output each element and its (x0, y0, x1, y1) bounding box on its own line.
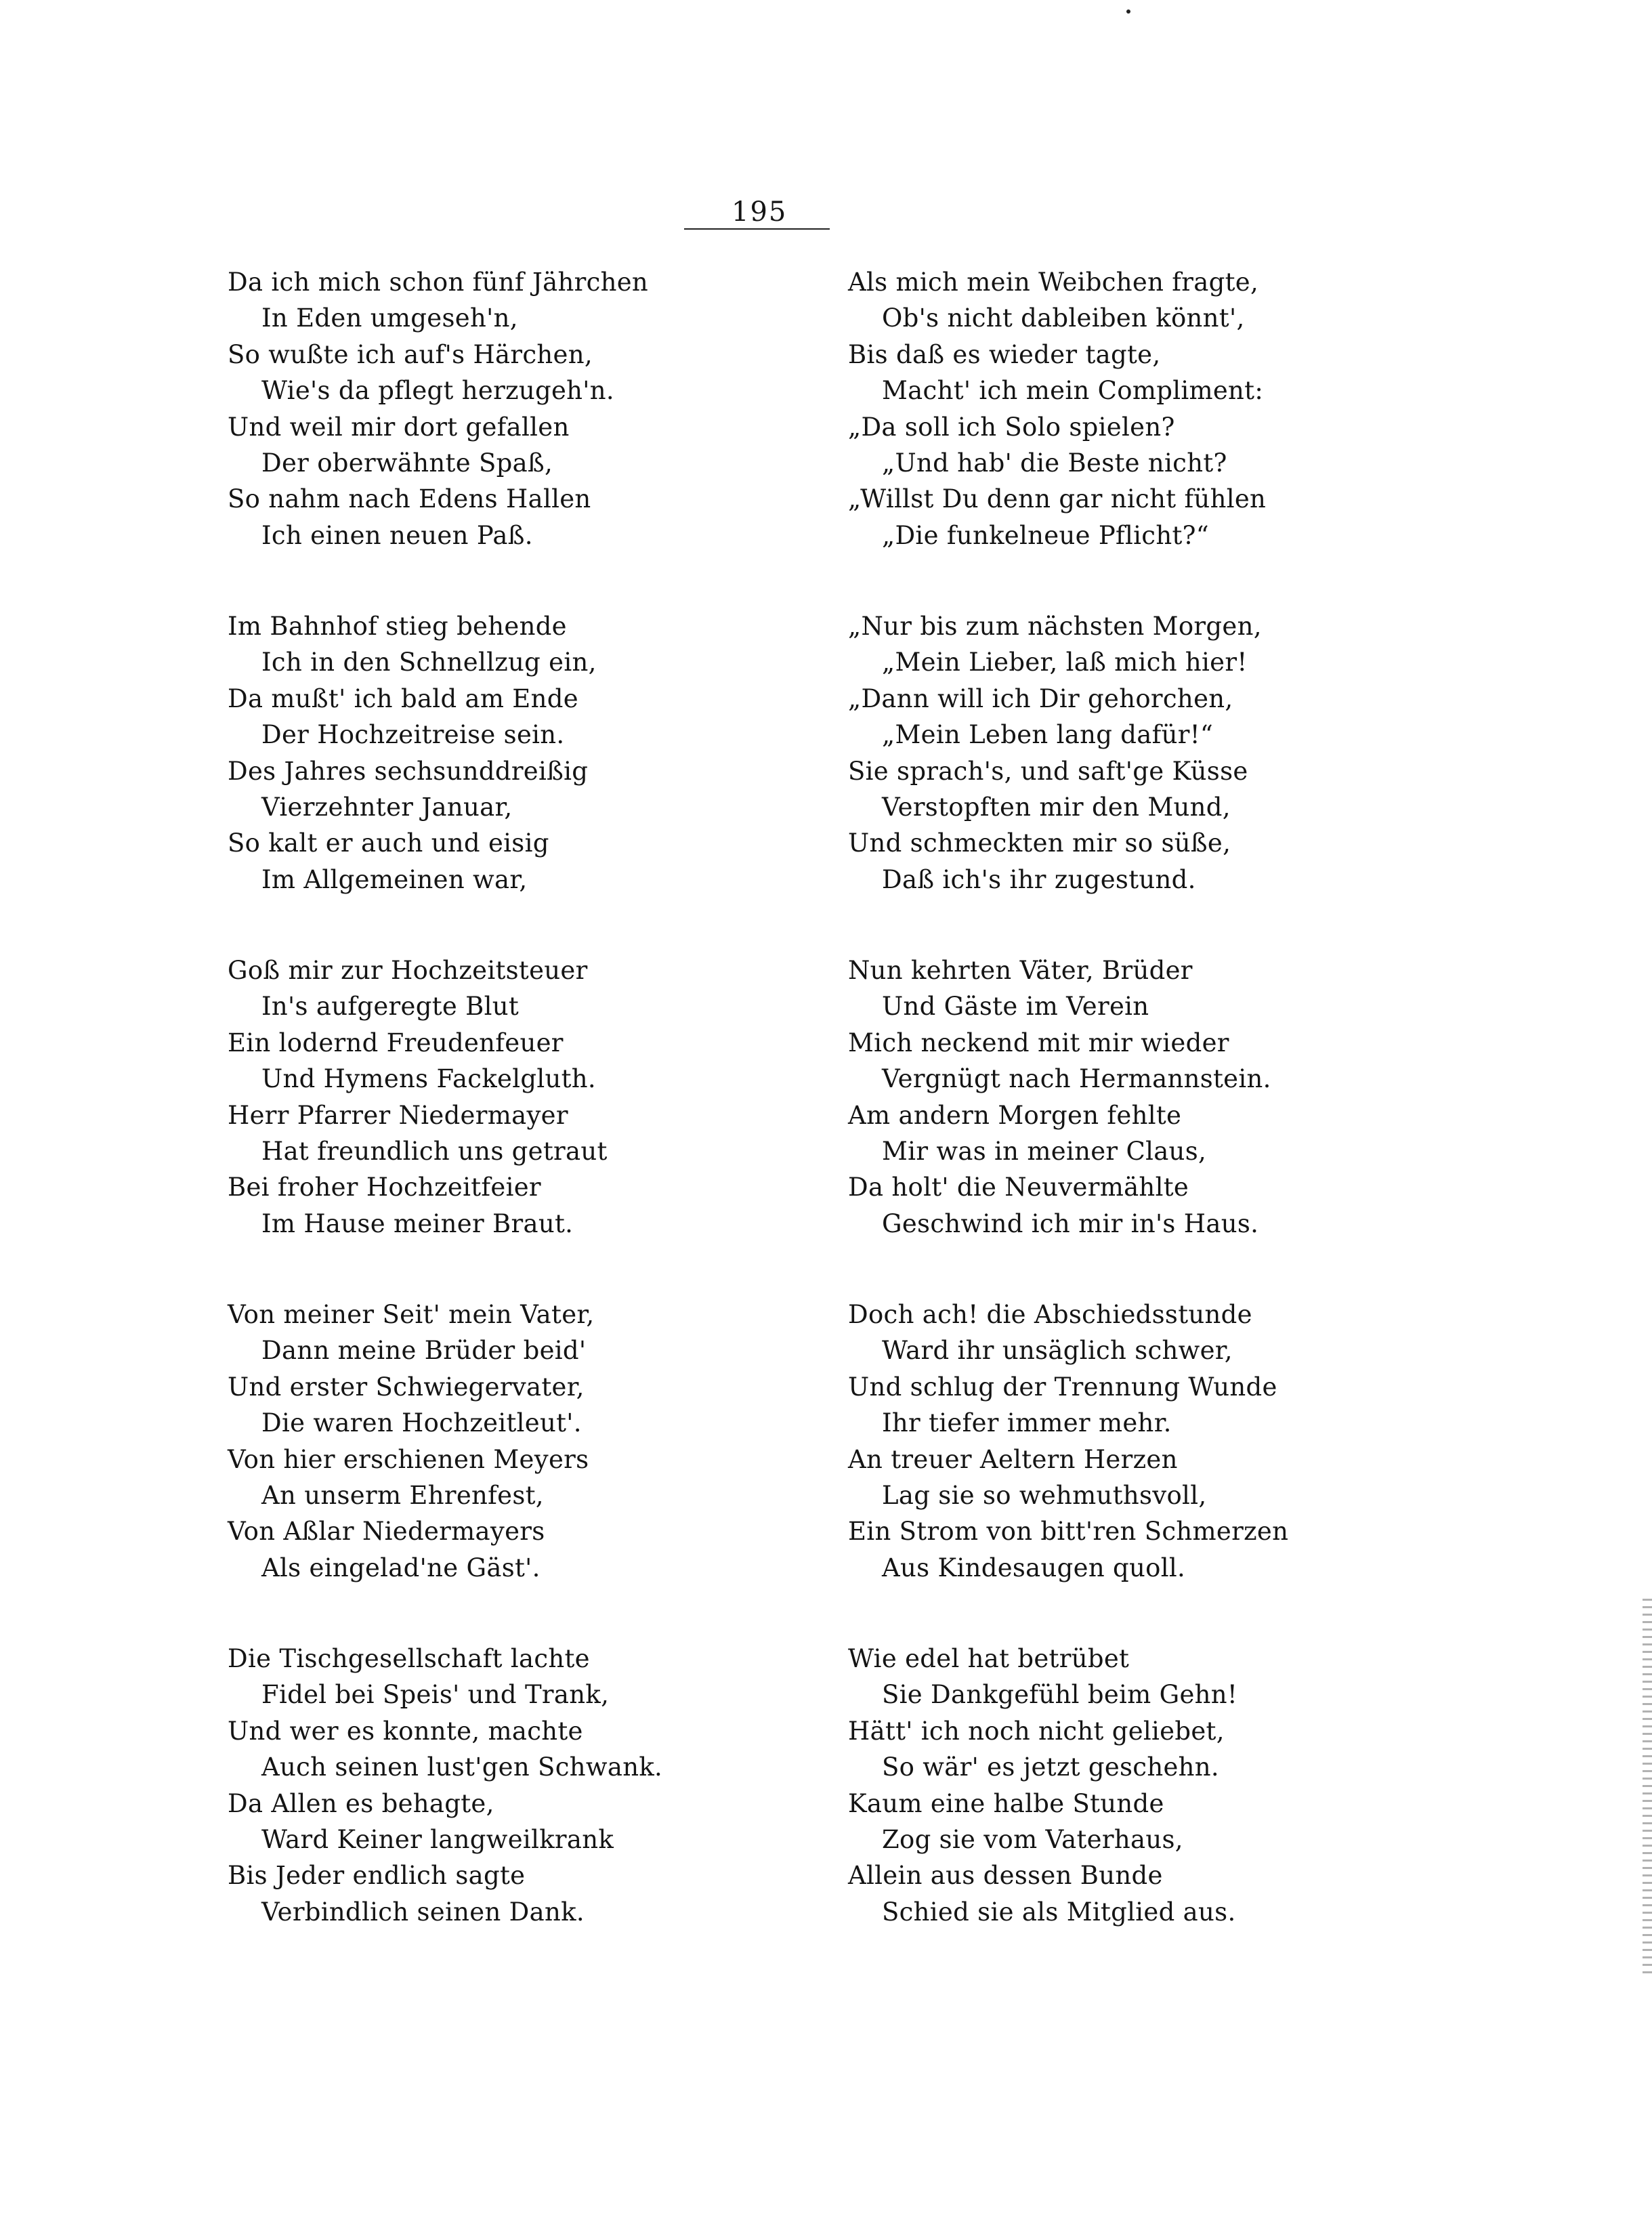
verse-line: Ein lodernd Freudenfeuer (228, 1028, 564, 1057)
verse-line: „Willst Du denn gar nicht fühlen (848, 484, 1267, 514)
verse-line: Des Jahres sechsunddreißig (228, 756, 589, 786)
verse-line: Und schlug der Trennung Wunde (848, 1372, 1277, 1402)
verse-line: Und Hymens Fackelgluth. (261, 1064, 596, 1094)
verse-line: Die waren Hochzeitleut'. (261, 1408, 582, 1438)
stanza (848, 1641, 1458, 1985)
page-number-rule (684, 228, 830, 230)
verse-line: So kalt er auch und eisig (228, 828, 549, 858)
right-column (848, 264, 1458, 1985)
verse-line: Nun kehrten Väter, Brüder (848, 956, 1193, 985)
verse-line: Als mich mein Weibchen fragte, (848, 268, 1259, 297)
verse-line: Herr Pfarrer Niedermayer (228, 1100, 568, 1130)
verse-line: In Eden umgeseh'n, (261, 303, 518, 333)
verse-line: Mich neckend mit mir wieder (848, 1028, 1229, 1057)
verse-line: Fidel bei Speis' und Trank, (261, 1680, 610, 1710)
verse-line: Bei froher Hochzeitfeier (228, 1173, 541, 1202)
verse-line: Verbindlich seinen Dank. (261, 1897, 585, 1927)
verse-line: Goß mir zur Hochzeitsteuer (228, 956, 588, 985)
ink-speck (1126, 9, 1130, 14)
verse-line: Hätt' ich noch nicht geliebet, (848, 1716, 1225, 1746)
verse-line: Zog sie vom Vaterhaus, (882, 1824, 1183, 1854)
verse-line: „Dann will ich Dir gehorchen, (848, 684, 1233, 713)
verse-line: „Da soll ich Solo spielen? (848, 412, 1175, 442)
verse-line: Lag sie so wehmuthsvoll, (882, 1480, 1207, 1510)
verse-line: Sie Dankgefühl beim Gehn! (882, 1680, 1238, 1710)
verse-line: Und schmeckten mir so süße, (848, 828, 1231, 858)
verse-line: Hat freundlich uns getraut (261, 1136, 608, 1166)
verse-line: Und weil mir dort gefallen (228, 412, 570, 442)
verse-line: Ich in den Schnellzug ein, (261, 648, 597, 677)
verse-line: Ein Strom von bitt'ren Schmerzen (848, 1517, 1289, 1547)
verse-line: Da ich mich schon fünf Jährchen (228, 268, 649, 297)
verse-line: Dann meine Brüder beid' (261, 1336, 587, 1366)
verse-line: Ward Keiner langweilkrank (261, 1824, 614, 1854)
verse-line: Bis Jeder endlich sagte (228, 1861, 526, 1891)
verse-line: Vierzehnter Januar, (261, 792, 513, 822)
verse-line: An treuer Aeltern Herzen (848, 1444, 1178, 1474)
stanza (228, 264, 837, 608)
verse-line: Und wer es konnte, machte (228, 1716, 583, 1746)
stanza (228, 1297, 837, 1641)
verse-line: In's aufgeregte Blut (261, 992, 520, 1022)
verse-line: An unserm Ehrenfest, (261, 1480, 544, 1510)
verse-line: Da Allen es behagte, (228, 1788, 494, 1818)
verse-line: Von hier erschienen Meyers (228, 1444, 589, 1474)
verse-line: Da mußt' ich bald am Ende (228, 684, 578, 713)
verse-line: Auch seinen lust'gen Schwank. (261, 1752, 663, 1782)
verse-line: „Mein Leben lang dafür!“ (882, 720, 1214, 750)
verse-line: Schied sie als Mitglied aus. (882, 1897, 1236, 1927)
verse-line: „Nur bis zum nächsten Morgen, (848, 612, 1262, 641)
verse-line: Von Aßlar Niedermayers (228, 1517, 545, 1547)
stanza (848, 608, 1458, 952)
verse-line: Doch ach! die Abschiedsstunde (848, 1300, 1252, 1329)
stanza (228, 1641, 837, 1985)
verse-line: So nahm nach Edens Hallen (228, 484, 591, 514)
verse-line: Aus Kindesaugen quoll. (882, 1553, 1186, 1582)
verse-line: Der oberwähnte Spaß, (261, 448, 553, 478)
verse-line: „Die funkelneue Pflicht?“ (882, 520, 1209, 550)
stanza (228, 952, 837, 1297)
verse-line: Bis daß es wieder tagte, (848, 339, 1161, 369)
verse-line: Im Allgemeinen war, (261, 864, 528, 894)
verse-line: Im Hause meiner Braut. (261, 1209, 574, 1238)
verse-line: Ich einen neuen Paß. (261, 520, 533, 550)
verse-line: Kaum eine halbe Stunde (848, 1788, 1164, 1818)
left-column (228, 264, 837, 1985)
verse-line: Und Gäste im Verein (882, 992, 1149, 1022)
verse-line: Am andern Morgen fehlte (848, 1100, 1182, 1130)
verse-line: Im Bahnhof stieg behende (228, 612, 567, 641)
verse-line: Ob's nicht dableiben könnt', (882, 303, 1245, 333)
verse-line: „Und hab' die Beste nicht? (882, 448, 1227, 478)
verse-line: „Mein Lieber, laß mich hier! (882, 648, 1248, 677)
verse-line: So wär' es jetzt geschehn. (882, 1752, 1219, 1782)
verse-line: Wie edel hat betrübet (848, 1644, 1130, 1673)
stanza (848, 1297, 1458, 1641)
stanza (228, 608, 837, 952)
verse-line: Macht' ich mein Compliment: (882, 376, 1264, 406)
verse-line: So wußte ich auf's Härchen, (228, 339, 593, 369)
verse-line: Die Tischgesellschaft lachte (228, 1644, 590, 1673)
verse-line: Als eingelad'ne Gäst'. (261, 1553, 541, 1582)
verse-line: Ihr tiefer immer mehr. (882, 1408, 1172, 1438)
verse-line: Da holt' die Neuvermählte (848, 1173, 1189, 1202)
verse-line: Geschwind ich mir in's Haus. (882, 1209, 1259, 1238)
verse-line: Ward ihr unsäglich schwer, (882, 1336, 1233, 1366)
verse-line: Von meiner Seit' mein Vater, (228, 1300, 595, 1329)
page-number: 195 (732, 196, 788, 228)
verse-line: Daß ich's ihr zugestund. (882, 864, 1196, 894)
verse-line: Wie's da pflegt herzugeh'n. (261, 376, 614, 406)
stanza (848, 264, 1458, 608)
page-edge-marks (1643, 1599, 1652, 1978)
verse-line: Sie sprach's, und saft'ge Küsse (848, 756, 1248, 786)
verse-line: Vergnügt nach Hermannstein. (882, 1064, 1271, 1094)
verse-line: Allein aus dessen Bunde (848, 1861, 1163, 1891)
verse-line: Verstopften mir den Mund, (882, 792, 1231, 822)
stanza (848, 952, 1458, 1297)
verse-line: Und erster Schwiegervater, (228, 1372, 585, 1402)
verse-line: Der Hochzeitreise sein. (261, 720, 565, 750)
verse-line: Mir was in meiner Claus, (882, 1136, 1207, 1166)
